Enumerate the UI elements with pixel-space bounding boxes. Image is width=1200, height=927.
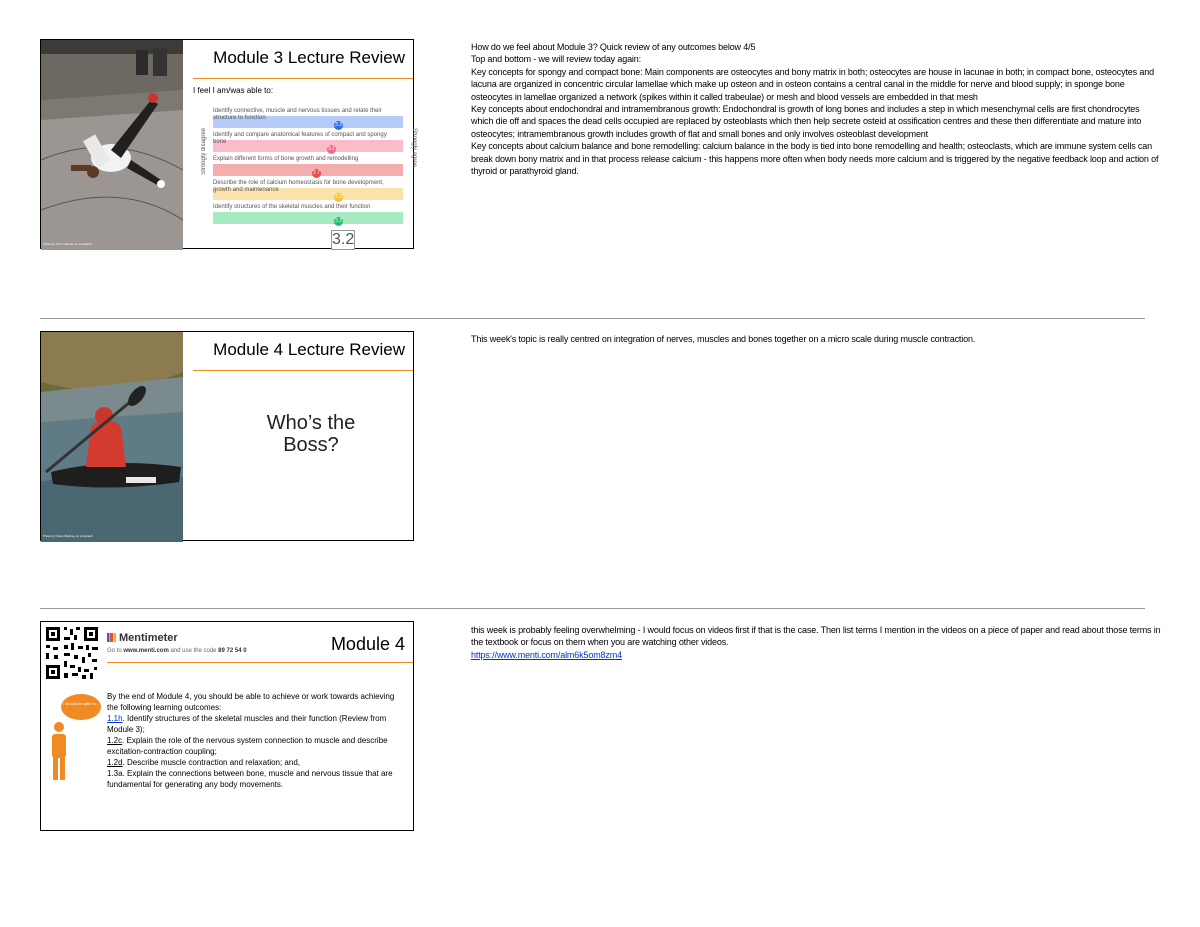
slide-title: Module 3 Lecture Review (213, 48, 405, 67)
outcomes-intro: By the end of Module 4, you should be able to achieve or work towards achieving the following learning outcomes: (107, 692, 395, 712)
notes-line: this week is probably feeling overwhelming - I would focus on videos first if that is the case. Then list terms I mention in the videos on a piece of paper and read about those terms in the textbook or focus on them when you are watching other videos. (471, 625, 1161, 648)
outcome-item (107, 768, 407, 790)
outcome-item (107, 735, 407, 757)
mentimeter-icon (107, 633, 116, 642)
outcome-text: . Explain the role of the nervous system connection to muscle and describe excitation-contraction coupling; (107, 736, 388, 756)
survey-item (213, 132, 403, 154)
menti-instructions (107, 648, 247, 654)
slide-title: Module 4 (330, 634, 405, 654)
survey-item-label: Explain different forms of bone growth and remodelling (213, 156, 359, 162)
learning-outcomes (107, 691, 407, 790)
outcome-text: . Describe muscle contraction and relaxation; and, (122, 758, 301, 767)
photo-credit: Photo by Yann Marinez on Unsplash (43, 242, 92, 246)
menti-url[interactable]: www.menti.com (123, 648, 169, 654)
outcome-code[interactable]: 1.1h (107, 714, 123, 723)
page-divider (40, 608, 1145, 609)
qr-code (44, 625, 100, 681)
survey-item (213, 156, 403, 178)
outcome-item (107, 713, 407, 735)
survey-item-score: 3.1 (328, 146, 335, 152)
survey-extra-score: 3.2 (332, 231, 355, 248)
survey-item-label: Identify and compare anatomical features of compact and spongy bone (213, 132, 387, 145)
axis-left-label: Strongly disagree (201, 128, 207, 175)
speaker-notes-module3 (471, 41, 1161, 177)
slide-thumbnail-module4[interactable] (40, 621, 414, 831)
survey-item-score: 2.7 (313, 170, 320, 176)
menti-use: and use the code (168, 648, 219, 654)
mentimeter-logo (107, 632, 178, 644)
kayaker-photo (41, 332, 183, 540)
survey-item (213, 204, 403, 226)
survey-item (213, 180, 403, 202)
notes-line: How do we feel about Module 3? Quick review of any outcomes below 4/5 (471, 42, 756, 52)
survey-item-label: Identify connective, muscle and nervous tissues and relate their structure to function (213, 108, 382, 121)
slide-thumbnail-module3[interactable] (40, 39, 417, 249)
survey-item-bar (213, 212, 403, 224)
notes-line: Key concepts about calcium balance and bone remodelling: calcium balance in the body is tied into bone remodelling and health; osteoclasts, which are immune system cells can break down bony matrix and in that process release calcium - this happens more often when body needs more calcium and is triggered by the negative feedback loop and action of thyroid or parathyroid gland. (471, 141, 1159, 177)
body-line: Boss? (283, 434, 339, 456)
survey-item-label: Describe the role of calcium homeostasis for bone development, growth and maintenance (213, 180, 384, 193)
survey-item-score: 3.3 (335, 194, 342, 200)
survey-item-bar (213, 164, 403, 176)
outcome-code: 1.2c (107, 736, 123, 745)
notes-line: Top and bottom - we will review today again: (471, 54, 641, 65)
axis-right-label: Strongly agree (411, 128, 417, 168)
slide-title: Module 4 Lecture Review (213, 340, 405, 359)
survey-item-score: 3.3 (335, 122, 342, 128)
notes-line: Key concepts about endochondral and intramembranous growth: Endochondral is growth of long bones and includes a step in which mesenchymal cells are first chondrocytes which die off and spaces the dead cells occupied are replaced by osteoblasts which then help secrete osteid at ossification centres and these then differentiate and mature into osteocytes; intramembranous growth includes growth of flat and small bones and only involves osteoblast development (471, 104, 1142, 139)
title-underline (193, 78, 413, 79)
notes-line: Key concepts for spongy and compact bone: Main components are osteocytes and bony matrix in both; osteocytes are house in lacunae in both; in compact bone, osteocytes and lacuna are organized in concentric circular lamellae which make up osteon and in osteon contains a central canal in the middle for nerve and blood supply; in sponge bone osteocytes in lamellae organized a network (spikes within it called trabeulae) or mesh and blood vessels are embedded in that mesh (471, 66, 1154, 102)
speaker-notes-module4 (471, 624, 1161, 661)
page-divider (40, 318, 1145, 319)
survey-item-score: 3.3 (335, 218, 342, 224)
menti-go: Go to (107, 648, 124, 654)
speech-bubble: I should be able to... (61, 694, 101, 720)
brand-name: Mentimeter (119, 632, 178, 644)
slide-body-text (241, 412, 381, 456)
outcome-item (107, 757, 407, 768)
survey-item-label: Identify structures of the skeletal muscles and their function (213, 204, 371, 210)
menti-link[interactable]: https://www.menti.com/alm6k5om8zm4 (471, 649, 622, 660)
outcome-code: 1.2d (107, 758, 123, 767)
survey-item (213, 108, 403, 130)
slide-subtitle: I feel I am/was able to: (193, 86, 274, 95)
speaker-notes-module4-review (471, 333, 1161, 345)
outcome-text: . Explain the connections between bone, muscle and nervous tissue that are fundamental for generating any body movements. (107, 769, 393, 789)
body-line: Who’s the (266, 412, 356, 434)
title-underline (107, 662, 413, 663)
outcome-text: . Identify structures of the skeletal muscles and their function (Review from Module 3); (107, 714, 387, 734)
slide-thumbnail-module4-review[interactable] (40, 331, 414, 541)
photo-credit: Photo by Corey Mankey on Unsplash (43, 534, 93, 538)
outcome-code: 1.3a (107, 769, 123, 778)
survey-results-chart (201, 108, 417, 248)
title-underline (193, 370, 413, 371)
notes-line: This week's topic is really centred on integration of nerves, muscles and bones together on a micro scale during muscle contraction. (471, 334, 976, 344)
menti-code: 89 72 54 0 (218, 648, 247, 654)
breakdancer-photo (41, 40, 183, 248)
person-icon (49, 721, 69, 781)
